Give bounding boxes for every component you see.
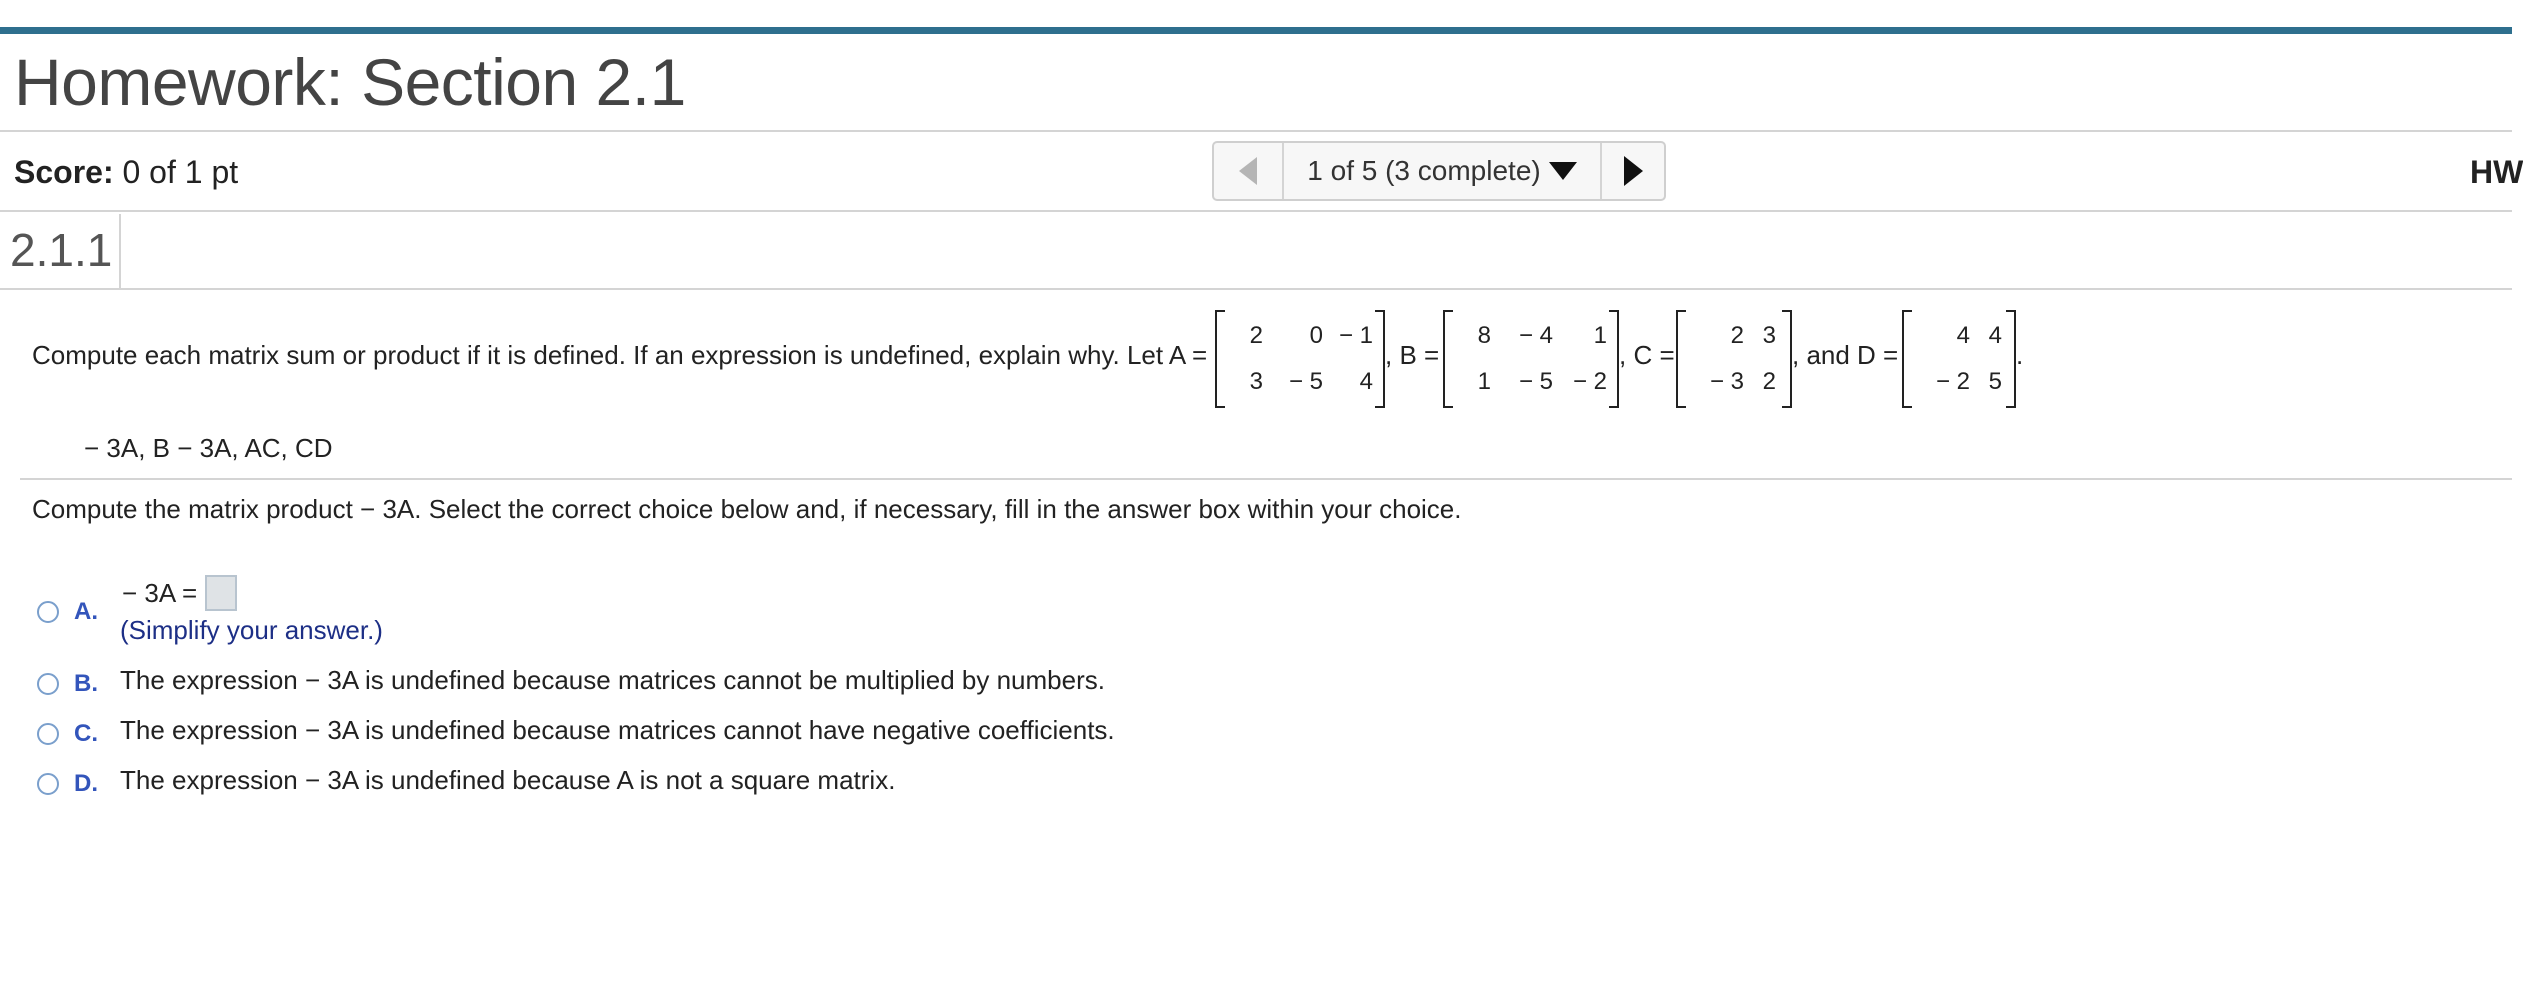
divider [0, 288, 2512, 290]
bracket-left [1443, 310, 1453, 408]
simplify-hint: (Simplify your answer.) [120, 615, 383, 645]
expressions-list: − 3A, B − 3A, AC, CD [84, 433, 333, 463]
d-label: , and D = [1792, 340, 1899, 370]
arrow-left-icon [1239, 157, 1257, 185]
matrix-c [1676, 310, 1792, 406]
answer-input-box[interactable] [205, 575, 237, 611]
score-label: Score: [14, 154, 114, 190]
bracket-right [1782, 310, 1792, 408]
matrix-cell: 8 [1477, 322, 1491, 349]
bracket-right [1609, 310, 1619, 408]
divider [20, 478, 2512, 480]
page-title: Homework: Section 2.1 [14, 45, 686, 119]
matrix-cell: 0 [1309, 322, 1323, 349]
matrix-a [1215, 310, 1385, 406]
matrix-cell: − 2 [1572, 368, 1607, 395]
end-punctuation: . [2016, 340, 2024, 370]
matrix-cell: 1 [1477, 368, 1491, 395]
matrix-cell: − 4 [1518, 322, 1553, 349]
next-question-button[interactable] [1602, 143, 1664, 199]
score-display [14, 150, 238, 194]
option-d-text[interactable]: The expression − 3A is undefined because A is not a square matrix. [120, 765, 896, 795]
score-value: 0 of 1 pt [122, 154, 239, 190]
option-d-radio[interactable] [37, 773, 59, 795]
question-status-label: 1 of 5 (3 complete) [1307, 155, 1541, 186]
matrix-d [1902, 310, 2016, 406]
matrix-cell: 3 [1762, 322, 1776, 349]
matrix-cell: 5 [1988, 368, 2002, 395]
bracket-right [1375, 310, 1385, 408]
question-navigator [1212, 141, 1666, 201]
matrix-cell: 2 [1730, 322, 1744, 349]
matrix-cell: 4 [1956, 322, 1970, 349]
b-label: , B = [1385, 340, 1440, 370]
bracket-left [1215, 310, 1225, 408]
matrix-cell: − 3 [1709, 368, 1744, 395]
part-prompt: Compute the matrix product − 3A. Select the correct choice below and, if necessary, fill in the answer box within your choice. [32, 494, 1462, 524]
matrix-cell: 4 [1359, 368, 1373, 395]
option-a-radio[interactable] [37, 601, 59, 623]
matrix-cell: 1 [1593, 322, 1607, 349]
previous-question-button[interactable] [1214, 143, 1284, 199]
matrix-cell: − 1 [1338, 322, 1373, 349]
vertical-divider [119, 214, 121, 288]
matrix-cell: 2 [1762, 368, 1776, 395]
option-c-radio[interactable] [37, 723, 59, 745]
option-a-expression: − 3A = [122, 578, 198, 608]
bracket-left [1902, 310, 1912, 408]
hw-label: HW [2470, 154, 2523, 190]
divider [0, 130, 2512, 132]
matrix-b [1443, 310, 1619, 406]
matrix-cell: 3 [1249, 368, 1263, 395]
divider [0, 210, 2512, 212]
matrix-cell: − 2 [1935, 368, 1970, 395]
question-selector-dropdown[interactable] [1284, 143, 1602, 199]
top-accent-bar [0, 27, 2512, 34]
matrix-cell: 4 [1988, 322, 2002, 349]
matrix-cell: 2 [1249, 322, 1263, 349]
question-number: 2.1.1 [10, 224, 113, 276]
bracket-right [2006, 310, 2016, 408]
caret-down-icon [1549, 162, 1577, 180]
arrow-right-icon [1624, 156, 1643, 186]
option-b-radio[interactable] [37, 673, 59, 695]
option-b-letter: B. [74, 670, 98, 697]
option-b-text[interactable]: The expression − 3A is undefined because matrices cannot be multiplied by numbers. [120, 665, 1105, 695]
c-label: , C = [1619, 340, 1675, 370]
option-a-letter: A. [74, 598, 98, 625]
matrix-cell: − 5 [1288, 368, 1323, 395]
option-d-letter: D. [74, 770, 98, 797]
option-c-text[interactable]: The expression − 3A is undefined because matrices cannot have negative coefficients. [120, 715, 1115, 745]
option-c-letter: C. [74, 720, 98, 747]
bracket-left [1676, 310, 1686, 408]
matrix-cell: − 5 [1518, 368, 1553, 395]
question-intro: Compute each matrix sum or product if it is defined. If an expression is undefined, explain why. Let A = [32, 340, 1208, 370]
